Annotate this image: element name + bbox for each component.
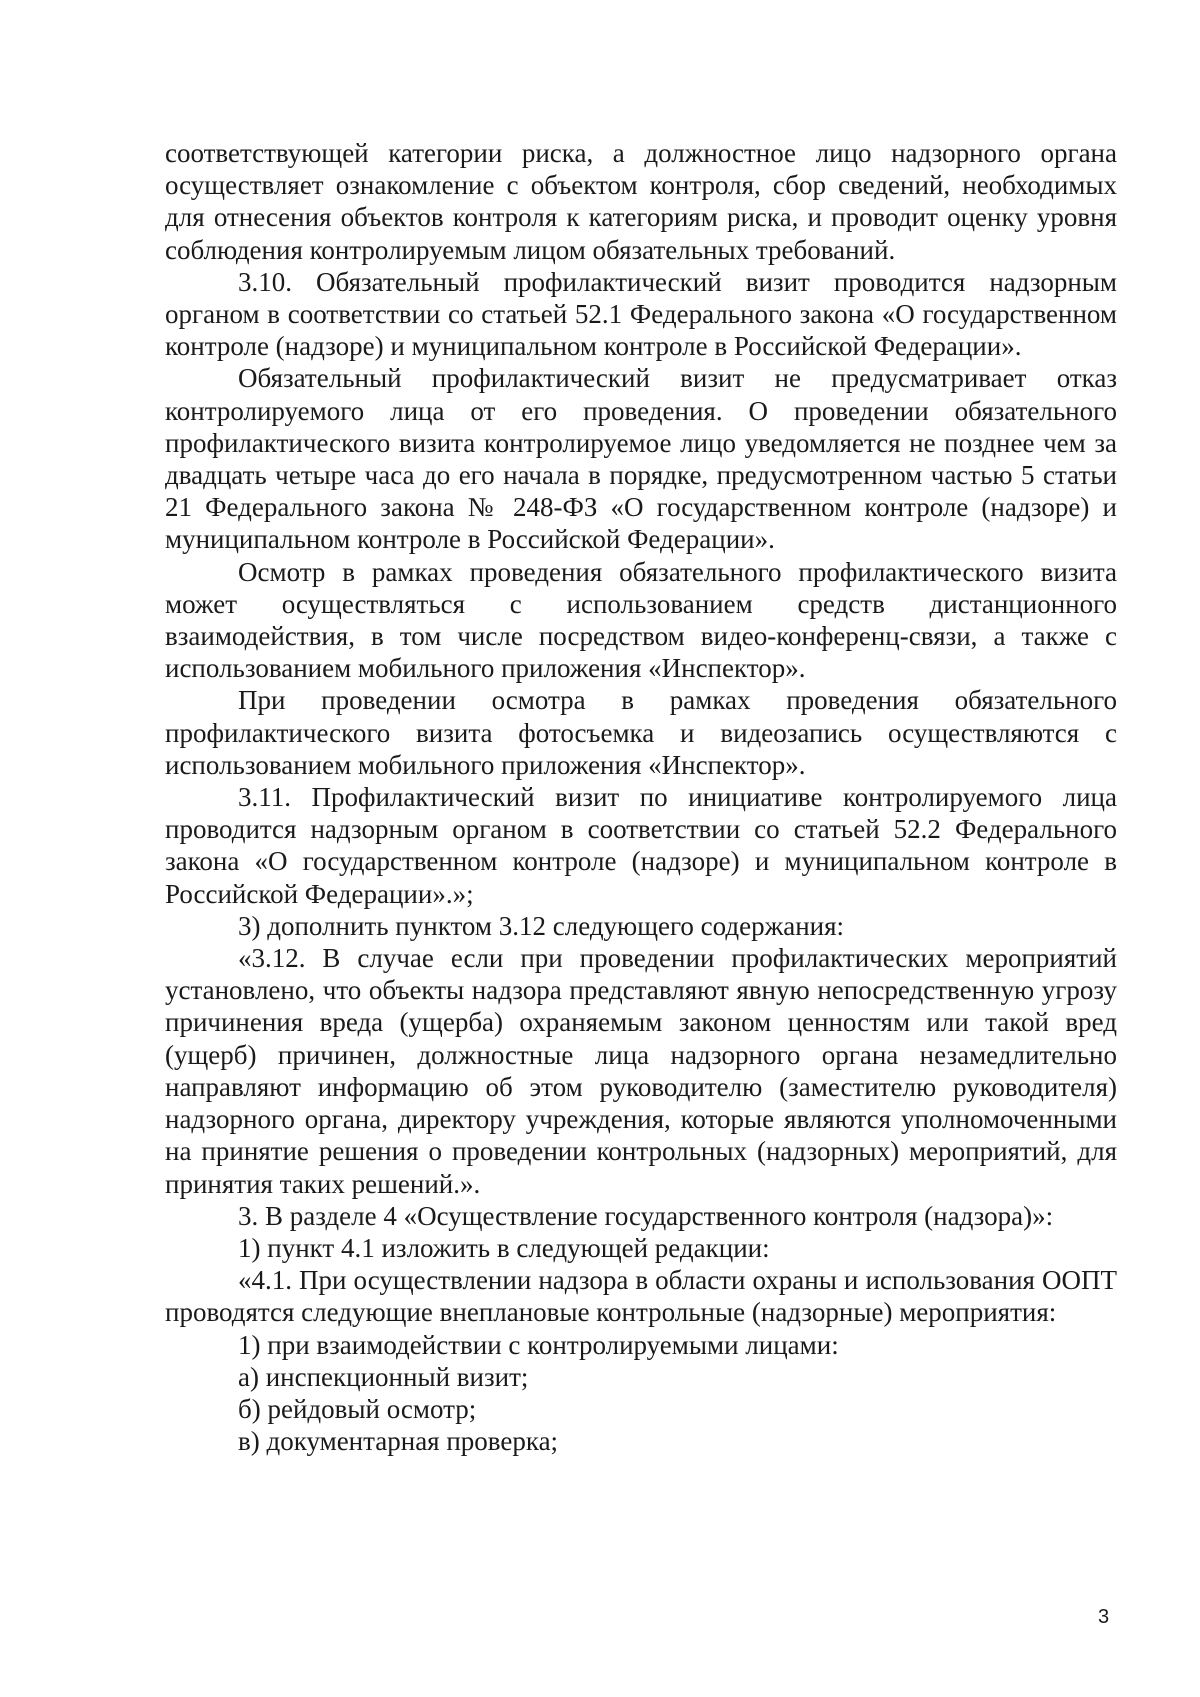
paragraph: 3.11. Профилактический визит по инициативе контролируемого лица проводится надзорным органом в соответствии со статьей 52.2 Федерального закона «О государственном контроле (надзоре) и муниципальном контроле в Российской Федерации».»; <box>165 782 1117 909</box>
paragraph: При проведении осмотра в рамках проведения обязательного профилактического визита фотосъемка и видеозапись осуществляются с использованием мобильного приложения «Инспектор». <box>165 685 1117 780</box>
list-item: 1) при взаимодействии с контролируемыми лицами: <box>238 1329 839 1360</box>
paragraph: Обязательный профилактический визит не предусматривает отказ контролируемого лица от его проведения. О проведении обязательного профилактического визита контролируемое лицо уведомляется не позднее чем за двадцать четыре часа до его начала в порядке, предусмотренном частью 5 статьи 21 Федерального закона № 248-ФЗ «О государственном контроле (надзоре) и муниципальном контроле в Российской Федерации». <box>165 363 1117 555</box>
page-number: 3 <box>1098 1606 1110 1628</box>
paragraph: «3.12. В случае если при проведении профилактических мероприятий установлено, что объекты надзора представляют явную непосредственную угрозу причинения вреда (ущерба) охраняемым законом ценностям или такой вред (ущерб) причинен, должностные лица надзорного органа незамедлительно направляют информацию об этом руководителю (заместителю руководителя) надзорного органа, директору учреждения, которые являются уполномоченными на принятие решения о проведении контрольных (надзорных) мероприятий, для принятия таких решений.». <box>165 943 1117 1199</box>
paragraph: 3.10. Обязательный профилактический визит проводится надзорным органом в соответствии со статьей 52.1 Федерального закона «О государственном контроле (надзоре) и муниципальном контроле в Российской Федерации». <box>165 266 1117 362</box>
list-item: а) инспекционный визит; <box>238 1361 529 1392</box>
paragraph: 3) дополнить пунктом 3.12 следующего содержания: <box>238 910 845 941</box>
paragraph: 1) пункт 4.1 изложить в следующей редакции: <box>238 1232 770 1263</box>
paragraph: «4.1. При осуществлении надзора в области охраны и использования ООПТ проводятся следующие внеплановые контрольные (надзорные) мероприятия: <box>165 1265 1117 1328</box>
document-body <box>165 137 1117 1457</box>
list-item: б) рейдовый осмотр; <box>238 1393 477 1424</box>
paragraph: 3. В разделе 4 «Осуществление государственного контроля (надзора)»: <box>238 1200 1054 1231</box>
paragraph: Осмотр в рамках проведения обязательного профилактического визита может осуществляться с использованием средств дистанционного взаимодействия, в том числе посредством видео-конференц-связи, а также с использованием мобильного приложения «Инспектор». <box>165 556 1117 684</box>
paragraph: соответствующей категории риска, а должностное лицо надзорного органа осуществляет ознакомление с объектом контроля, сбор сведений, необходимых для отнесения объектов контроля к категориям риска, и проводит оценку уровня соблюдения контролируемым лицом обязательных требований. <box>165 138 1117 265</box>
list-item: в) документарная проверка; <box>238 1426 559 1457</box>
